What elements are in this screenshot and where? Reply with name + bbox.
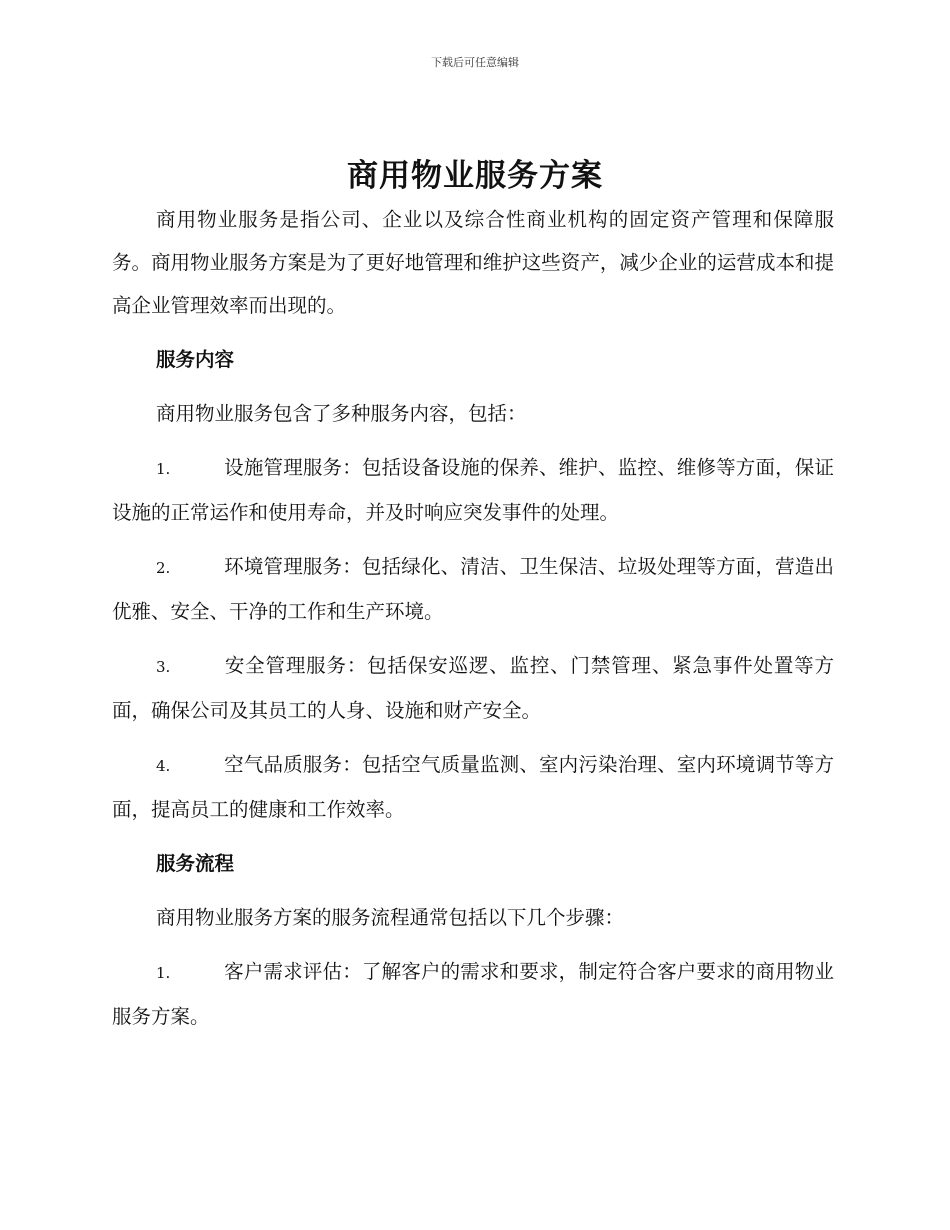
section-heading: 服务流程: [156, 852, 235, 875]
list-item: [112, 743, 834, 831]
list-item: [112, 545, 834, 633]
list-item-text: 设施管理服务：包括设备设施的保养、维护、监控、维修等方面，保证设施的正常运作和使用寿命，并及时响应突发事件的处理。: [112, 456, 834, 524]
document-title: 商用物业服务方案: [347, 158, 603, 194]
list-item-text: 空气品质服务：包括空气质量监测、室内污染治理、室内环境调节等方面，提高员工的健康和工作效率。: [112, 753, 834, 821]
section-heading: 服务内容: [156, 348, 235, 371]
list-item-number: 4.: [156, 757, 171, 775]
list-item-number: 3.: [156, 658, 171, 676]
intro-paragraph: 商用物业服务是指公司、企业以及综合性商业机构的固定资产管理和保障服务。商用物业服务方案是为了更好地管理和维护这些资产，减少企业的运营成本和提高企业管理效率而出现的。: [112, 208, 834, 317]
list-item-text: 客户需求评估：了解客户的需求和要求，制定符合客户要求的商用物业服务方案。: [112, 960, 834, 1028]
list-item-text: 安全管理服务：包括保安巡逻、监控、门禁管理、紧急事件处置等方面，确保公司及其员工的人身、设施和财产安全。: [112, 654, 834, 722]
list-item: [112, 446, 834, 534]
list-item: [112, 644, 834, 732]
list-item-text: 环境管理服务：包括绿化、清洁、卫生保洁、垃圾处理等方面，营造出优雅、安全、干净的工作和生产环境。: [112, 555, 834, 623]
document-body: [112, 198, 834, 1049]
header-note: 下载后可任意编辑: [431, 56, 519, 69]
section-lead: 商用物业服务方案的服务流程通常包括以下几个步骤：: [156, 906, 625, 929]
section-lead: 商用物业服务包含了多种服务内容，包括：: [156, 402, 527, 425]
list-item: [112, 950, 834, 1038]
section-service-content: [112, 338, 834, 831]
section-service-process: [112, 842, 834, 1038]
list-item-number: 1.: [156, 460, 171, 478]
list-item-number: 2.: [156, 559, 171, 577]
list-item-number: 1.: [156, 964, 171, 982]
